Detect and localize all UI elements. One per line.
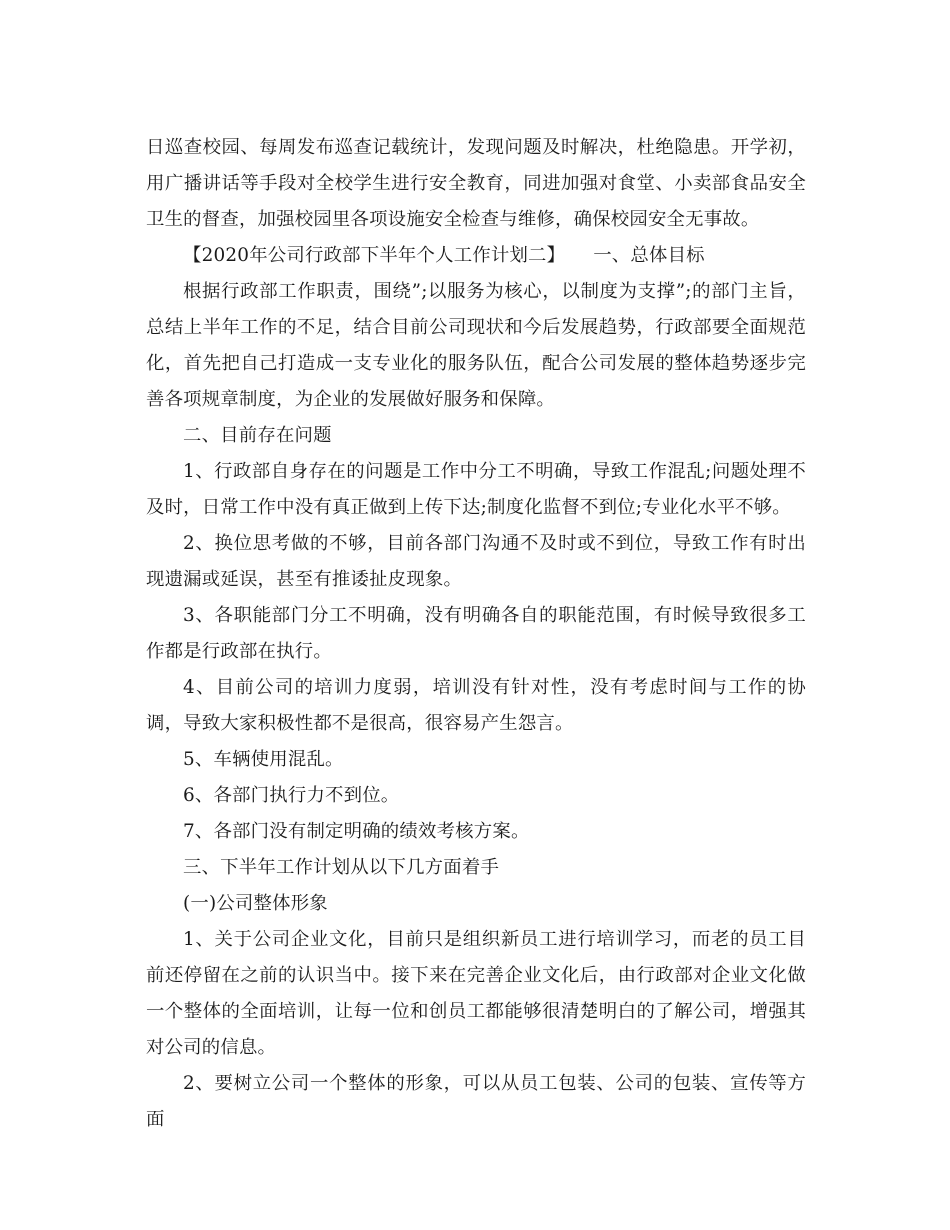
plan-item-2: 2、要树立公司一个整体的形象，可以从员工包装、公司的包装、宣传等方面 [146, 1073, 806, 1130]
problem-item-3: 3、各职能部门分工不明确，没有明确各自的职能范围，有时候导致很多工作都是行政部在执行。 [146, 605, 806, 662]
problem-item-6: 6、各部门执行力不到位。 [183, 785, 400, 806]
problem-item-1: 1、行政部自身存在的问题是工作中分工不明确，导致工作混乱;问题处理不及时，日常工作中没有真正做到上传下达;制度化监督不到位;专业化水平不够。 [146, 461, 806, 518]
paragraph-overall-goal: 根据行政部工作职责，围绕”;以服务为核心，以制度为支撑”;的部门主旨，总结上半年工作的不足，结合目前公司现状和今后发展趋势，行政部要全面规范化，首先把自己打造成一支专业化的服务队伍，配合公司发展的整体趋势逐步完善各项规章制度，为企业的发展做好服务和保障。 [146, 281, 806, 410]
problem-item-4: 4、目前公司的培训力度弱，培训没有针对性，没有考虑时间与工作的协调，导致大家积极性都不是很高，很容易产生怨言。 [146, 677, 806, 734]
subsection-heading-company-image: (一)公司整体形象 [183, 893, 328, 914]
problem-item-7: 7、各部门没有制定明确的绩效考核方案。 [183, 821, 530, 842]
problem-item-2: 2、换位思考做的不够，目前各部门沟通不及时或不到位，导致工作有时出现遗漏或延误，甚至有推诿扯皮现象。 [146, 533, 806, 590]
plan-item-1: 1、关于公司企业文化，目前只是组织新员工进行培训学习，而老的员工目前还停留在之前的认识当中。接下来在完善企业文化后，由行政部对企业文化做一个整体的全面培训，让每一位和创员工都能够很清楚明白的了解公司，增强其对公司的信息。 [146, 929, 806, 1058]
document-body [146, 130, 806, 1138]
section-heading-current-problems: 二、目前存在问题 [183, 425, 332, 446]
problem-item-5: 5、车辆使用混乱。 [183, 749, 344, 770]
section-heading-work-plan: 三、下半年工作计划从以下几方面着手 [183, 857, 500, 878]
paragraph-continuation: 日巡查校园、每周发布巡查记载统计，发现问题及时解决，杜绝隐患。开学初，用广播讲话等手段对全校学生进行安全教育，同进加强对食堂、小卖部食品安全卫生的督查，加强校园里各项设施安全检查与维修，确保校园安全无事故。 [146, 137, 806, 230]
section-heading-plan-two: 【2020年公司行政部下半年个人工作计划二】 一、总体目标 [183, 245, 705, 266]
